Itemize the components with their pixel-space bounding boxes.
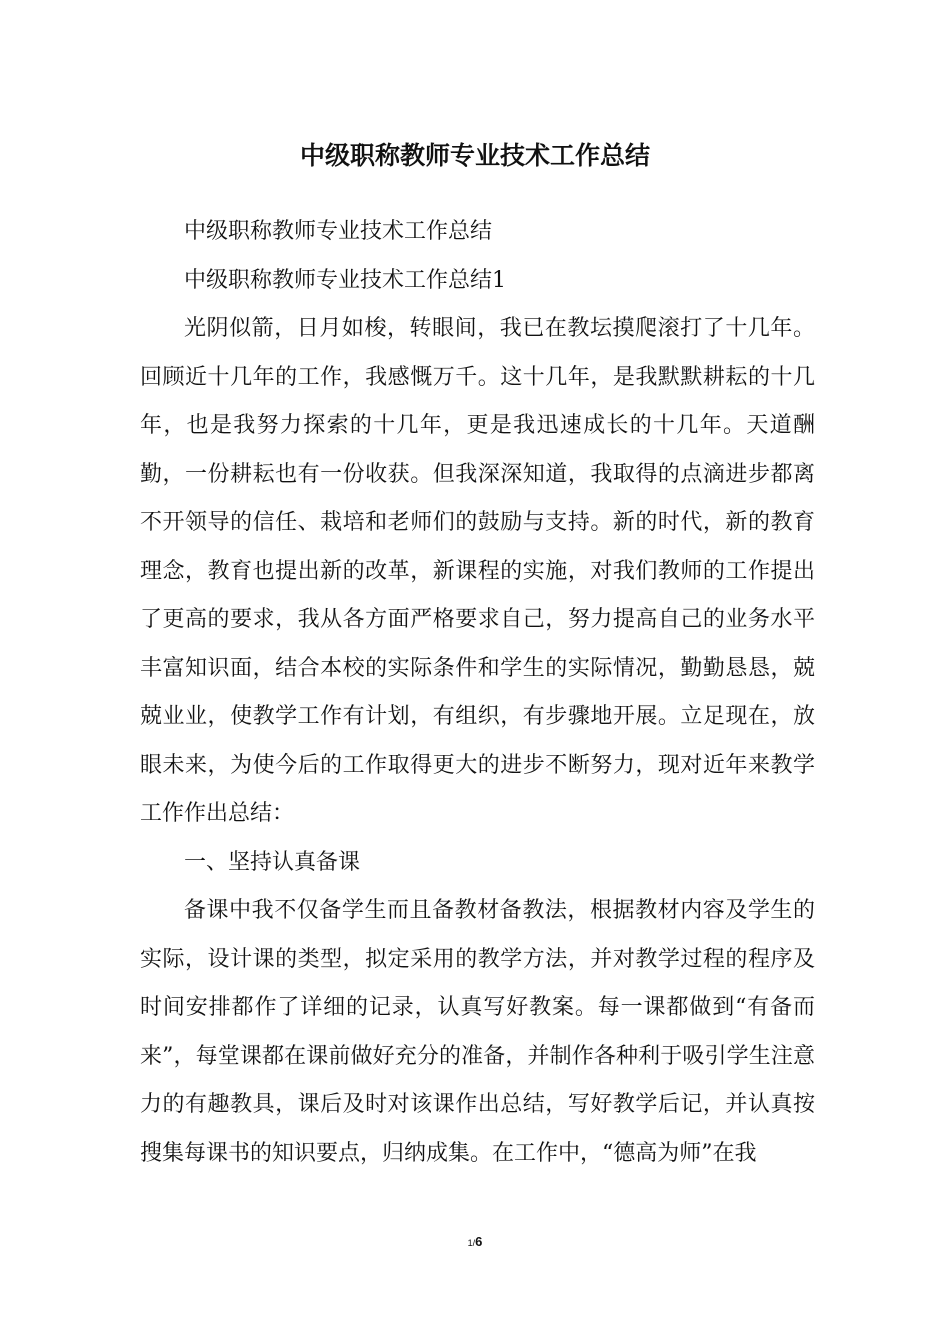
paragraph-lesson-prep: 备课中我不仅备学生而且备教材备教法，根据教材内容及学生的实际，设计课的类型，拟定采用的教学方法，并对教学过程的程序及时间安排都作了详细的记录，认真写好教案。每一课都做到“有备而来”，每堂课都在课前做好充分的准备，并制作各种利于吸引学生注意力的有趣教具，课后及时对该课作出总结，写好教学后记，并认真按搜集每课书的知识要点，归纳成集。在工作中，“德高为师”在我 — [140, 898, 815, 1166]
page-number — [0, 1234, 950, 1251]
page-number-total: 6 — [475, 1234, 483, 1249]
document-body — [140, 208, 815, 1178]
paragraph-heading-1: 一、坚持认真备课 — [184, 849, 361, 875]
paragraph-subtitle: 中级职称教师专业技术工作总结 — [184, 219, 493, 244]
page-number-current: 1/ — [467, 1238, 476, 1248]
paragraph-intro: 光阴似箭，日月如梭，转眼间，我已在教坛摸爬滚打了十几年。回顾近十几年的工作，我感慨万千。这十几年，是我默默耕耘的十几年，也是我努力探索的十几年，更是我迅速成长的十几年。天道酬勤，一份耕耘也有一份收获。但我深深知道，我取得的点滴进步都离不开领导的信任、栽培和老师们的鼓励与支持。新的时代，新的教育理念，教育也提出新的改革，新课程的实施，对我们教师的工作提出了更高的要求，我从各方面严格要求自己，努力提高自己的业务水平丰富知识面，结合本校的实际条件和学生的实际情况，勤勤恳恳，兢兢业业，使教学工作有计划，有组织，有步骤地开展。立足现在，放眼未来，为使今后的工作取得更大的进步不断努力，现对近年来教学工作作出总结： — [140, 316, 815, 826]
paragraph-section-title: 中级职称教师专业技术工作总结1 — [184, 267, 506, 293]
document-title: 中级职称教师专业技术工作总结 — [299, 141, 650, 170]
